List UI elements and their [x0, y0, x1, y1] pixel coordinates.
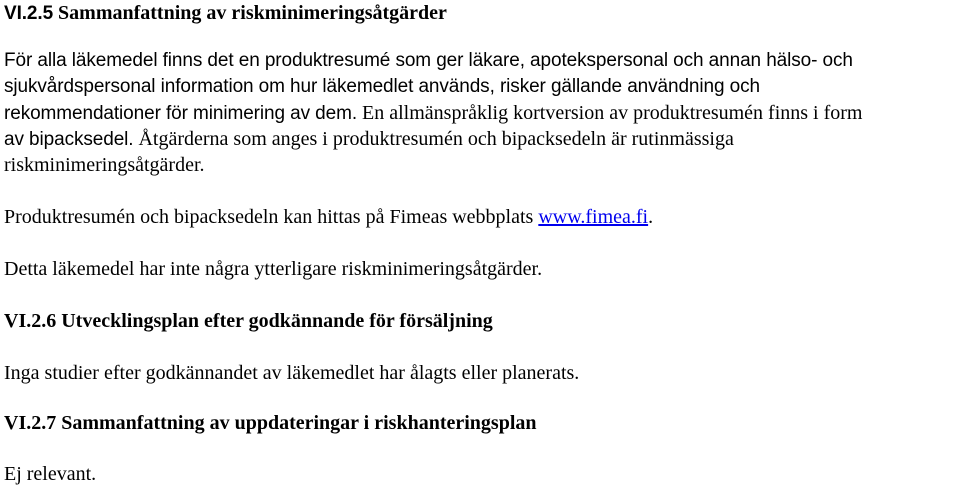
heading-section-2-7: VI.2.7 Sammanfattning av uppdateringar i riskhanteringsplan	[4, 412, 537, 434]
paragraph-line-5: riskminimeringsåtgärder.	[4, 154, 205, 176]
paragraph-line-4	[4, 127, 734, 152]
heading-section-2-6: VI.2.6 Utvecklingsplan efter godkännande för försäljning	[4, 310, 493, 332]
paragraph-no-additional-measures: Detta läkemedel har inte några ytterligare riskminimeringsåtgärder.	[4, 258, 543, 280]
fimea-link[interactable]: www.fimea.fi	[538, 206, 649, 228]
heading-title: Sammanfattning av riskminimeringsåtgärder	[53, 2, 447, 24]
paragraph-line-3-part-a: rekommendationer för minimering av dem.	[4, 103, 358, 124]
fimea-period: .	[648, 206, 654, 228]
paragraph-line-4-part-b: Åtgärderna som anges i produktresumén och bipacksedeln är rutinmässiga	[133, 128, 734, 150]
heading-section-2-5	[4, 1, 447, 26]
paragraph-line-1: För alla läkemedel finns det en produktresumé som ger läkare, apotekspersonal och annan hälso- och	[4, 50, 853, 71]
fimea-text: Produktresumén och bipacksedeln kan hittas på Fimeas webbplats	[4, 206, 539, 228]
paragraph-fimea	[4, 205, 653, 229]
paragraph-line-4-part-a: av bipacksedel.	[4, 129, 134, 150]
paragraph-line-3	[4, 101, 862, 126]
paragraph-line-2: sjukvårdspersonal information om hur läkemedlet används, risker gällande användning och	[4, 76, 760, 97]
paragraph-not-relevant: Ej relevant.	[4, 463, 97, 485]
paragraph-no-studies: Inga studier efter godkännandet av läkemedlet har ålagts eller planerats.	[4, 362, 580, 384]
paragraph-line-3-part-b: En allmänspråklig kortversion av produktresumén finns i form	[357, 102, 863, 124]
heading-number: VI.2.5	[4, 3, 54, 24]
